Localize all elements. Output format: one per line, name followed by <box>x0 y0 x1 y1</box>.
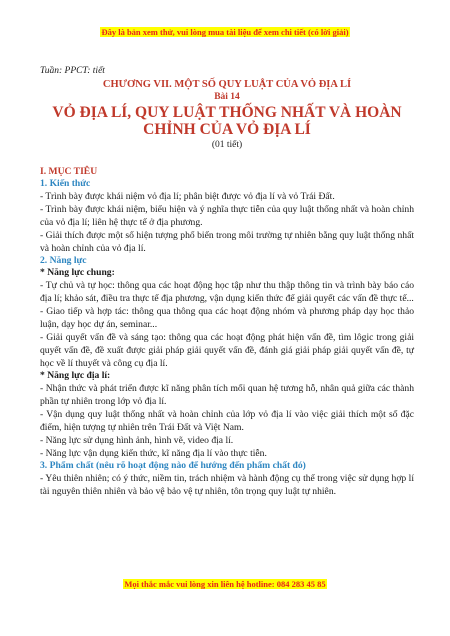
general-competence-label: * Năng lực chung: <box>40 267 115 278</box>
document-body <box>40 66 414 498</box>
general-competence-item: - Giao tiếp và hợp tác: thông qua thông qua các hoạt động nhóm và phương pháp dạy học thảo luận, dạy học dự án, seminar... <box>40 306 414 330</box>
lesson-title: VỎ ĐỊA LÍ, QUY LUẬT THỐNG NHẤT VÀ HOÀN CHỈNH CỦA VỎ ĐỊA LÍ <box>52 104 402 138</box>
section-objectives-heading: I. MỤC TIÊU <box>40 166 98 177</box>
week-line: Tuần: PPCT: tiết <box>40 66 105 76</box>
geography-competence-item: - Vận dụng quy luật thống nhất và hoàn chỉnh của lớp vỏ địa lí vào việc giải thích một số đặc điểm, hiện tượng tự nhiên trên Trái Đất và Việt Nam. <box>40 409 414 433</box>
competence-heading: 2. Năng lực <box>40 255 87 266</box>
knowledge-item: - Trình bày được khái niệm, biểu hiện và ý nghĩa thực tiễn của quy luật thống nhất và hoàn chỉnh của vỏ địa lí; liên hệ thực tế ở địa phương. <box>40 204 414 228</box>
chapter-title: CHƯƠNG VII. MỘT SỐ QUY LUẬT CỦA VỎ ĐỊA LÍ <box>102 79 352 90</box>
geography-competence-item: - Năng lực sử dụng hình ảnh, hình vẽ, video địa lí. <box>40 435 234 446</box>
geography-competence-item: - Nhận thức và phát triển được kĩ năng phân tích mối quan hệ tương hỗ, nhân quả giữa các thành phần tự nhiên trong lớp vỏ địa lí. <box>40 383 414 407</box>
preview-banner <box>0 27 450 37</box>
general-competence-item: - Giải quyết vấn đề và sáng tạo: thông qua các hoạt động phát hiện vấn đề, tìm lôgic trong giải quyết vấn đề, đề xuất được giải pháp giải quyết vấn đề, đánh giá giải pháp giải quyết vấn đề, tự học về lí thuyết và công cụ địa lí. <box>40 332 414 369</box>
hotline-banner-text: Mọi thắc mắc vui lòng xin liên hệ hotline: 084 283 45 85 <box>124 579 326 589</box>
knowledge-heading: 1. Kiến thức <box>40 178 91 189</box>
hotline-banner <box>0 579 450 589</box>
lesson-duration: (01 tiết) <box>211 140 243 150</box>
general-competence-item: - Tự chủ và tự học: thông qua các hoạt động học tập như thu thập thông tin và trình bày báo cáo địa lí; khảo sát, điều tra thực tế địa phương, vận dụng kiến thức để giải quyết các vấn đề thực tế... <box>40 280 414 304</box>
quality-heading: 3. Phẩm chất (nêu rõ hoạt động nào để hướng đến phẩm chất đó) <box>40 460 306 471</box>
geography-competence-item: - Năng lực vận dụng kiến thức, kĩ năng địa lí vào thực tiễn. <box>40 448 267 459</box>
geography-competence-label: * Năng lực địa lí: <box>40 370 111 381</box>
knowledge-item: - Trình bày được khái niệm vỏ địa lí; phân biệt được vỏ địa lí và vỏ Trái Đất. <box>40 191 335 202</box>
knowledge-item: - Giải thích được một số hiện tượng phổ biến trong môi trường tự nhiên bằng quy luật thống nhất và hoàn chỉnh của vỏ địa lí. <box>40 230 414 254</box>
lesson-number: Bài 14 <box>214 92 240 102</box>
quality-item: - Yêu thiên nhiên; có ý thức, niềm tin, trách nhiệm và hành động cụ thể trong việc sử dụng hợp lí tài nguyên thiên nhiên và bảo vệ bảo vệ tự nhiên, tôn trọng quy luật tự nhiên. <box>40 473 414 497</box>
preview-banner-text: Đây là bản xem thử, vui lòng mua tài liệu để xem chi tiết (có lời giải) <box>101 27 349 37</box>
